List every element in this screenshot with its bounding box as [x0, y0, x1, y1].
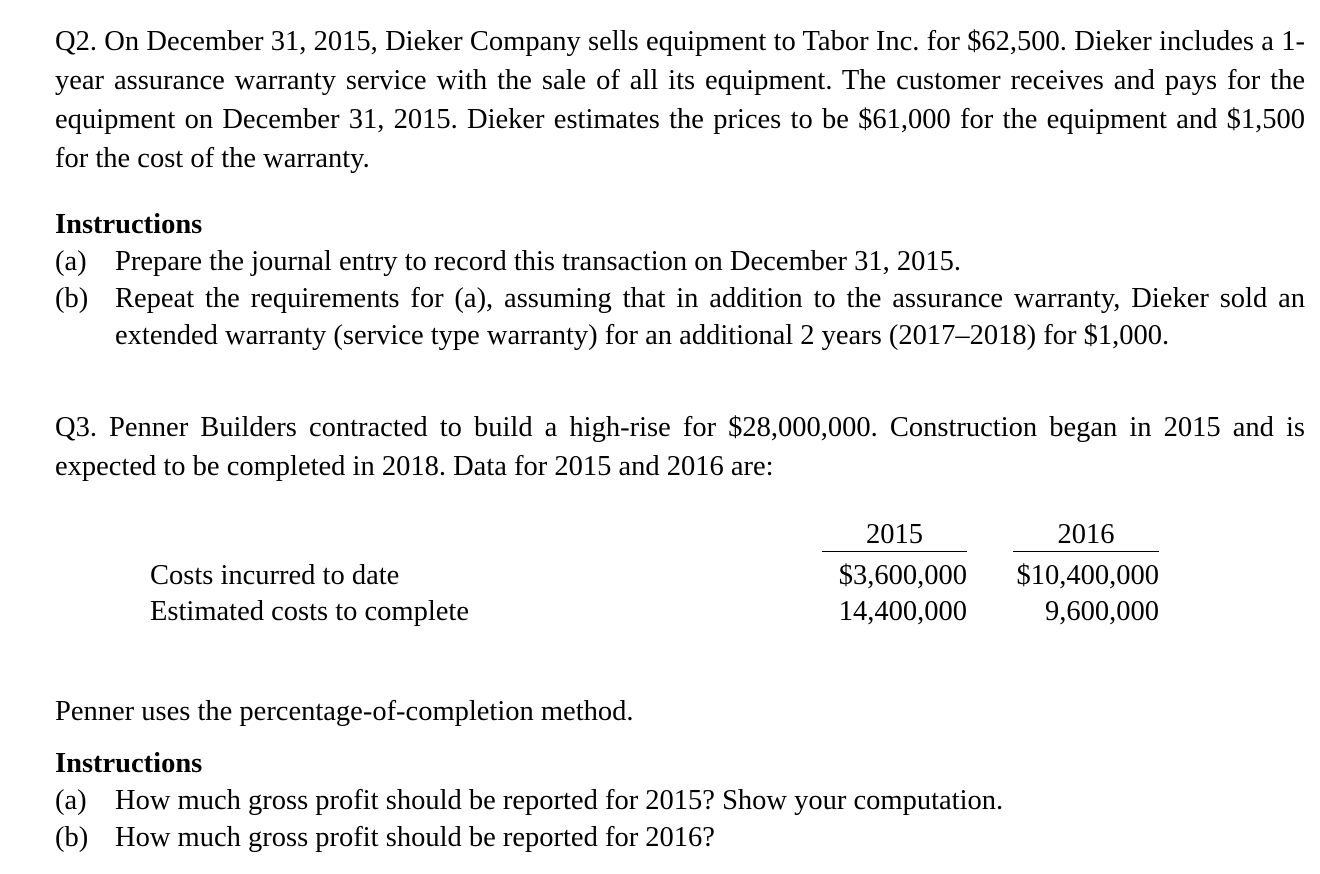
instruction-marker: (a) — [55, 785, 87, 816]
q2-instructions — [55, 206, 1305, 354]
q3-instruction-b — [55, 819, 1305, 856]
cell-estimated-costs-2015: 14,400,000 — [838, 596, 967, 627]
cell-costs-incurred-2016: $10,400,000 — [1016, 560, 1159, 591]
q3-instructions-list — [55, 782, 1305, 856]
q3-question-text: Q3. Penner Builders contracted to build a high-rise for $28,000,000. Construction began in 2015 and is expected to be completed in 2018. Data for 2015 and 2016 are: — [55, 412, 1305, 482]
cell-costs-incurred-2015: $3,600,000 — [838, 560, 967, 591]
q3-method-text: Penner uses the percentage-of-completion method. — [55, 696, 634, 727]
column-header-2015: 2015 — [822, 520, 967, 552]
row-label-costs-incurred: Costs incurred to date — [150, 560, 400, 591]
q3-instructions — [55, 745, 1305, 856]
instruction-text: How much gross profit should be reported for 2016? — [115, 822, 715, 853]
q2-instruction-b — [55, 280, 1305, 354]
instruction-marker: (b) — [55, 822, 89, 853]
q2-instruction-a — [55, 243, 1305, 280]
q2-question-text: Q2. On December 31, 2015, Dieker Company sells equipment to Tabor Inc. for $62,500. Dieker includes a 1-year assurance warranty service with the sale of all its equipment. The customer receives and pays for the equipment on December 31, 2015. Dieker estimates the prices to be $61,000 for the equipment and $1,500 for the cost of the warranty. — [55, 26, 1305, 174]
column-header-2016: 2016 — [1013, 520, 1159, 552]
instruction-text: How much gross profit should be reported for 2015? Show your computation. — [115, 785, 1004, 816]
q2-instructions-heading: Instructions — [55, 209, 203, 240]
instruction-text: Repeat the requirements for (a), assuming that in addition to the assurance warranty, Dieker sold an extended warranty (service type warranty) for an additional 2 years (2017–2018) for $1,000. — [115, 283, 1305, 351]
q3-instruction-a — [55, 782, 1305, 819]
instruction-marker: (a) — [55, 246, 87, 277]
q3-cost-table — [55, 508, 1305, 648]
document-page — [55, 22, 1305, 856]
cell-estimated-costs-2016: 9,600,000 — [1045, 596, 1159, 627]
row-label-estimated-costs: Estimated costs to complete — [150, 596, 469, 627]
q3-instructions-heading: Instructions — [55, 748, 203, 779]
q2-instructions-list — [55, 243, 1305, 354]
instruction-marker: (b) — [55, 283, 89, 314]
instruction-text: Prepare the journal entry to record this transaction on December 31, 2015. — [115, 246, 962, 277]
